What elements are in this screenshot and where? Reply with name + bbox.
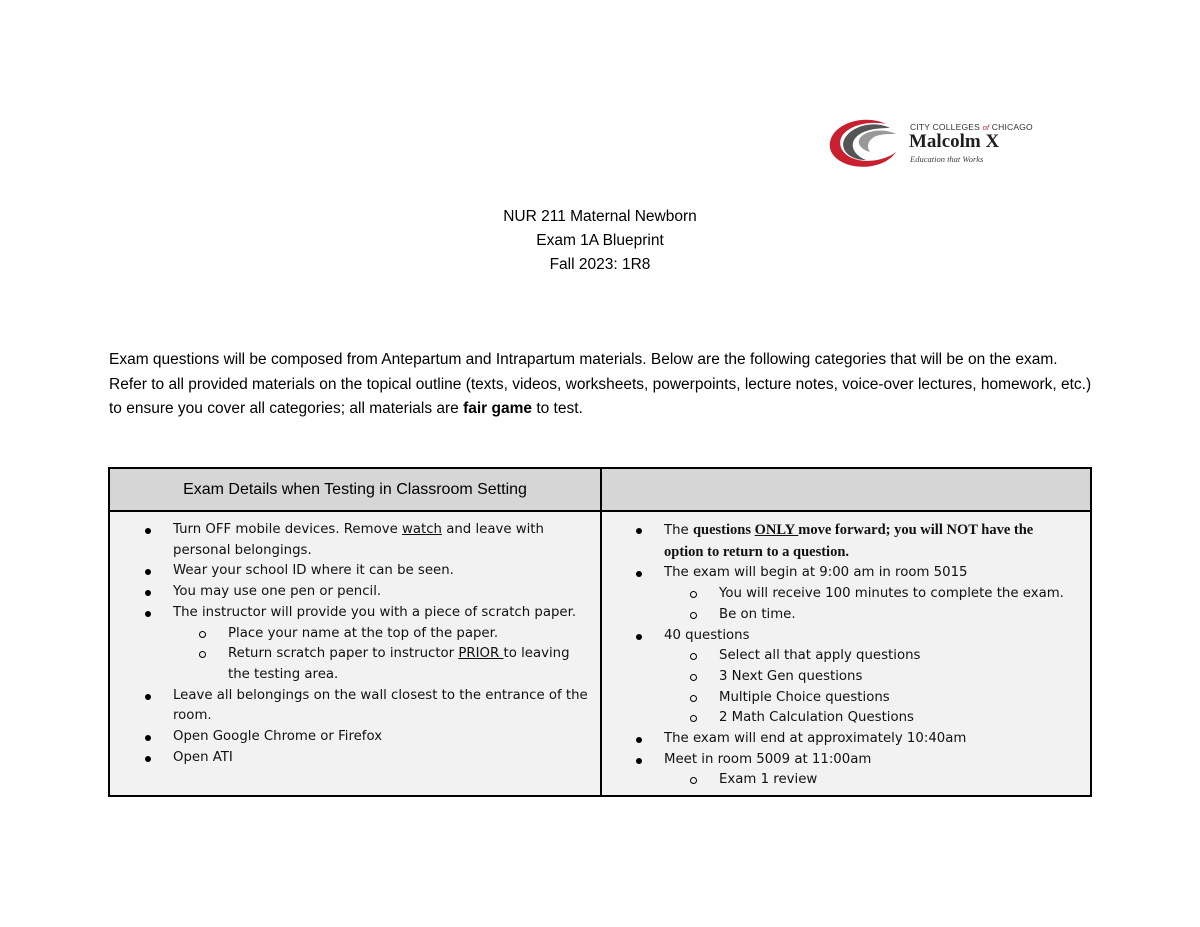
list-item: The exam will end at approximately 10:40am: [631, 729, 1071, 750]
list-item: Open ATI: [140, 748, 588, 769]
table-column-divider: [600, 469, 602, 795]
logo-tagline: Education that Works: [910, 154, 984, 164]
list-subitem: Select all that apply questions: [631, 646, 1071, 667]
exam-info-column: [631, 520, 1071, 791]
list-item: Leave all belongings on the wall closest to the entrance of the room.: [140, 686, 588, 727]
list-item: Meet in room 5009 at 11:00am: [631, 750, 1071, 771]
logo-college-text: CITY COLLEGES of CHICAGO: [910, 122, 1033, 132]
list-subitem: You will receive 100 minutes to complete the exam.: [631, 584, 1071, 605]
intro-paragraph: Exam questions will be composed from Antepartum and Intrapartum materials. Below are the following categories that will be on the exam. Refer to all provided materials on the topical outline (texts, videos, worksheets, powerpoints, lecture notes, voice-over lectures, homework, etc.) to ensure you cover all categories; all materials are fair game to test.: [109, 351, 1092, 417]
list-subitem: Return scratch paper to instructor PRIOR to leaving the testing area.: [140, 644, 588, 685]
list-item: Turn OFF mobile devices. Remove watch and leave with personal belongings.: [140, 520, 588, 561]
table-header-left: Exam Details when Testing in Classroom Setting: [183, 481, 527, 498]
list-subitem: Be on time.: [631, 605, 1071, 626]
list-item: The questions ONLY move forward; you will NOT have the option to return to a question.: [631, 520, 1071, 563]
fair-game-emphasis: fair game: [463, 400, 533, 417]
list-item: You may use one pen or pencil.: [140, 582, 588, 603]
term-title: Fall 2023: 1R8: [549, 256, 651, 273]
exam-details-table: [108, 467, 1092, 797]
list-item: The exam will begin at 9:00 am in room 5015: [631, 563, 1071, 584]
list-item: Open Google Chrome or Firefox: [140, 727, 588, 748]
college-logo: [826, 116, 1033, 172]
list-subitem: Place your name at the top of the paper.: [140, 624, 588, 645]
classroom-rules-column: [140, 520, 588, 768]
list-subitem: 2 Math Calculation Questions: [631, 708, 1071, 729]
logo-name: Malcolm X: [909, 131, 1000, 152]
exam-title: Exam 1A Blueprint: [536, 232, 664, 249]
list-subitem: 3 Next Gen questions: [631, 667, 1071, 688]
malcolm-x-swoosh-icon: [826, 116, 906, 172]
list-item: The instructor will provide you with a piece of scratch paper.: [140, 603, 588, 624]
course-title: NUR 211 Maternal Newborn: [503, 208, 697, 225]
document-title-block: [0, 205, 1200, 277]
list-subitem: Exam 1 review: [631, 770, 1071, 791]
list-subitem: Multiple Choice questions: [631, 688, 1071, 709]
list-item: 40 questions: [631, 626, 1071, 647]
list-item: Wear your school ID where it can be seen.: [140, 561, 588, 582]
